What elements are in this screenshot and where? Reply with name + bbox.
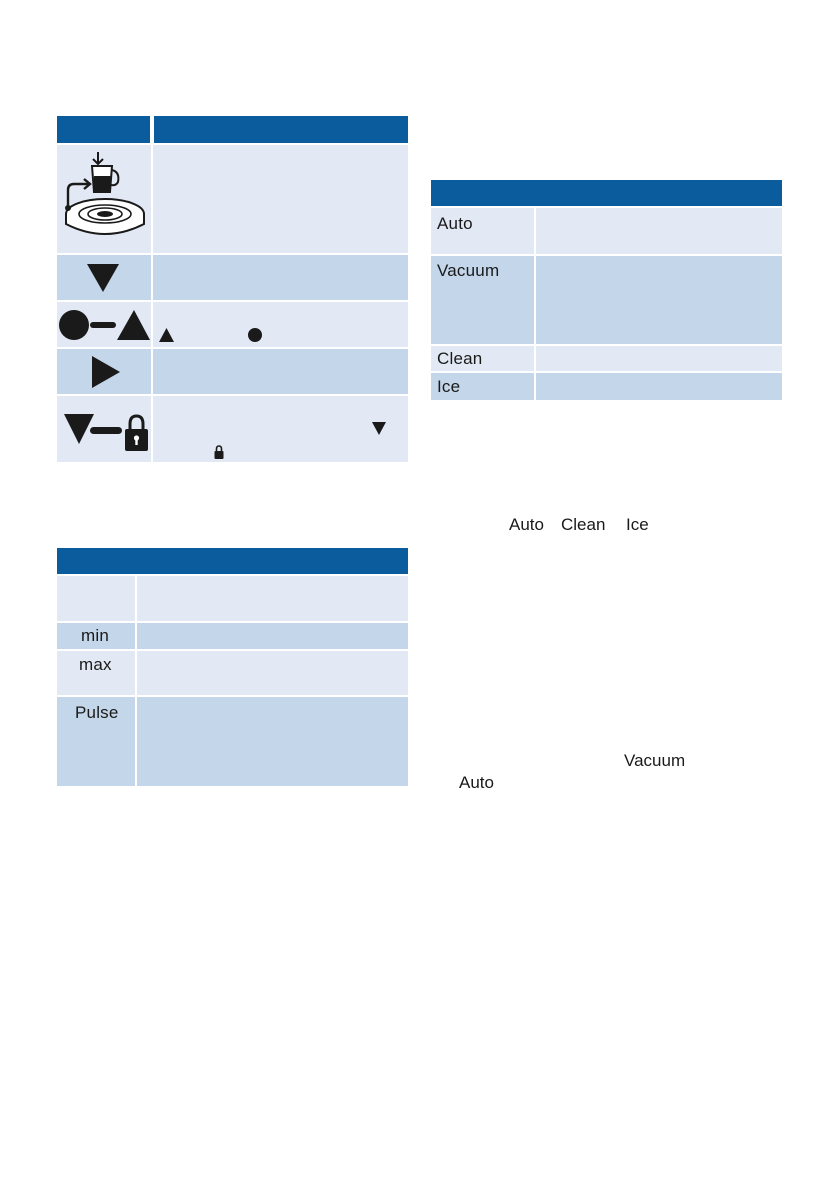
- inline-lock-icon: [214, 445, 224, 459]
- program-label-ice: Ice: [437, 377, 461, 396]
- speed-label-min: min: [81, 626, 109, 645]
- inline-triangle-down-icon: [372, 422, 386, 435]
- program-row-2-desc-cell: [536, 256, 782, 344]
- speed-row-1-desc-cell: [137, 576, 408, 621]
- speed-row-1-label-cell: [57, 576, 135, 621]
- symbols-row-3-desc-cell: [153, 302, 408, 347]
- symbols-row-2-desc-cell: [153, 255, 408, 300]
- circle-line-triangle-up-icon: [58, 309, 150, 341]
- speed-row-3-desc-cell: [137, 651, 408, 695]
- program-label-vacuum: Vacuum: [437, 261, 500, 280]
- program-row-1-desc-cell: [536, 208, 782, 254]
- inline-word-ice: Ice: [626, 515, 649, 534]
- speed-table-header: [57, 548, 408, 574]
- inline-word-clean: Clean: [561, 515, 606, 534]
- symbols-table-header-col2: [154, 116, 408, 143]
- inline-word-vacuum: Vacuum: [624, 751, 686, 770]
- speed-label-pulse: Pulse: [75, 703, 119, 722]
- inline-word-auto-2: Auto: [459, 773, 494, 792]
- symbols-row-4-desc-cell: [153, 349, 408, 394]
- speed-row-4-desc-cell: [137, 697, 408, 786]
- program-row-4-desc-cell: [536, 373, 782, 400]
- inline-word-auto: Auto: [509, 515, 544, 534]
- inline-circle-icon: [248, 328, 262, 342]
- program-table-header: [431, 180, 782, 206]
- speed-row-2-desc-cell: [137, 623, 408, 649]
- triangle-down-lock-icon: [64, 412, 148, 452]
- program-label-auto: Auto: [437, 214, 473, 233]
- triangle-down-icon: [87, 264, 119, 292]
- symbols-row-5-desc-cell: [153, 396, 408, 462]
- blender-on-vacuum-base-icon: [62, 150, 148, 240]
- play-triangle-icon: [92, 356, 120, 388]
- inline-triangle-up-icon: [159, 328, 174, 342]
- program-label-clean: Clean: [437, 349, 483, 368]
- program-row-3-desc-cell: [536, 346, 782, 371]
- symbols-table-header-col1: [57, 116, 150, 143]
- symbols-row-1-desc-cell: [153, 145, 408, 253]
- speed-label-max: max: [79, 655, 112, 674]
